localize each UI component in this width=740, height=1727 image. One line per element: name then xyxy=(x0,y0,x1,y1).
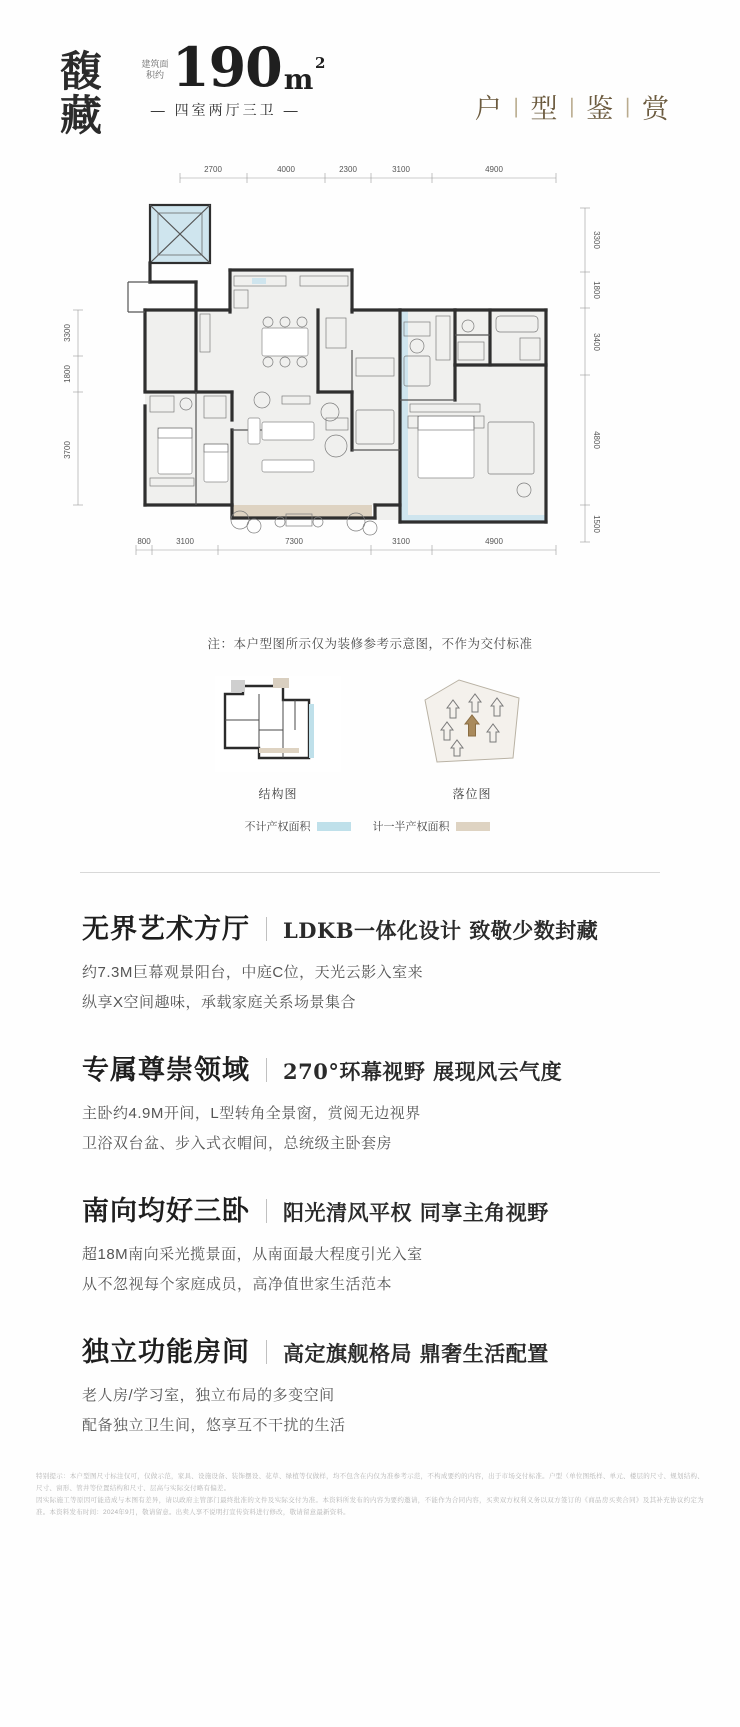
brand-char-1: 馥 xyxy=(60,47,105,96)
location-plan-caption: 落位图 xyxy=(452,787,492,802)
svg-text:3400: 3400 xyxy=(592,333,601,352)
dimension-left xyxy=(63,310,83,505)
header-title-char-3: 赏 xyxy=(642,93,670,125)
header-title-char-2: 鉴 xyxy=(586,93,615,125)
svg-text:4900: 4900 xyxy=(485,537,503,547)
svg-text:1500: 1500 xyxy=(592,515,601,534)
svg-text:3700: 3700 xyxy=(63,441,72,460)
feature-1-title: 专属尊崇领域 xyxy=(82,1055,250,1087)
svg-text:2300: 2300 xyxy=(339,165,357,175)
feature-2-subtitle: 阳光清风平权 同享主角视野 xyxy=(283,1200,549,1226)
legend-item-1 xyxy=(373,818,496,834)
legend-item-0 xyxy=(245,818,357,834)
dimension-top xyxy=(180,165,556,183)
feature-0-title: 无界艺术方厅 xyxy=(82,914,250,946)
svg-text:2700: 2700 xyxy=(204,165,222,175)
header-title-sep-1: | xyxy=(568,94,577,119)
feature-0-separator xyxy=(266,917,267,941)
area-note: 建筑面积约 xyxy=(141,59,169,80)
feature-1-line-1: 卫浴双台盆、步入式衣帽间，总统级主卧套房 xyxy=(82,1135,393,1153)
feature-2-line-0: 超18M南向采光揽景面，从南面最大程度引光入室 xyxy=(82,1246,423,1264)
svg-text:1800: 1800 xyxy=(592,281,601,300)
header-title-sep-0: | xyxy=(512,94,521,119)
mini-plans xyxy=(0,674,740,802)
feature-3-title: 独立功能房间 xyxy=(82,1337,250,1369)
dimension-right xyxy=(580,208,601,542)
legend-swatch-0 xyxy=(317,822,351,831)
area-unit: m 2 xyxy=(283,54,326,96)
floorplan-note: 注：本户型图所示仅为装修参考示意图，不作为交付标准 xyxy=(207,637,533,652)
feature-1-subtitle: 270°环幕视野 展现风云气度 xyxy=(283,1059,563,1085)
svg-text:3300: 3300 xyxy=(63,324,72,343)
structure-plan xyxy=(213,674,343,802)
svg-text:4800: 4800 xyxy=(592,431,601,450)
area-number: 190 xyxy=(172,35,282,99)
header-title-char-0: 户 xyxy=(474,93,503,125)
feature-3-subtitle: 高定旗舰格局 鼎奢生活配置 xyxy=(283,1341,549,1367)
area-block xyxy=(138,35,326,120)
feature-0-line-0: 约7.3M巨幕观景阳台，中庭C位，天光云影入室来 xyxy=(82,964,424,982)
legend-label-0: 不计产权面积 xyxy=(244,821,311,834)
svg-text:3100: 3100 xyxy=(392,165,410,175)
legend-swatch-1 xyxy=(456,822,490,831)
feature-3-separator xyxy=(266,1340,267,1364)
location-plan xyxy=(417,674,527,802)
layout-text: — 四室两厅三卫 — xyxy=(150,102,301,118)
feature-2-title: 南向均好三卧 xyxy=(82,1196,250,1228)
legend-label-1: 计一半产权面积 xyxy=(372,821,450,834)
svg-text:800: 800 xyxy=(137,537,151,547)
feature-2-separator xyxy=(266,1199,267,1223)
structure-plan-caption: 结构图 xyxy=(258,787,298,802)
feature-3-line-0: 老人房/学习室，独立布局的多变空间 xyxy=(82,1387,335,1405)
features-section xyxy=(0,873,740,1441)
feature-1-separator xyxy=(266,1058,267,1082)
svg-text:3100: 3100 xyxy=(176,537,194,547)
feature-0-subtitle: LDKB一体化设计 致敬少数封藏 xyxy=(283,918,599,944)
feature-0-line-1: 纵享X空间趣味，承载家庭关系场景集合 xyxy=(82,994,357,1012)
svg-text:4000: 4000 xyxy=(277,165,295,175)
floorplan-figure xyxy=(0,160,740,630)
dimension-bottom xyxy=(136,537,556,555)
feature-1-line-0: 主卧约4.9M开间，L型转角全景窗，赏阅无边视界 xyxy=(82,1105,421,1123)
disclaimer xyxy=(36,1471,704,1519)
svg-text:3300: 3300 xyxy=(592,231,601,250)
svg-text:7300: 7300 xyxy=(285,537,303,547)
header xyxy=(0,0,740,148)
header-title-char-1: 型 xyxy=(530,93,559,125)
disclaimer-line-2: 因实际施工等原因可能造成与本图有差异，请以政府主管部门最终批准的文件及实际交付为准。本资料所发布的内容为要约邀请，不能作为合同内容，买卖双方权利义务以双方签订的《商品房买卖合同》及其补充协议约定为准。本资料发布时间：2024年9月，敬请留意。出卖人享不说明打宣传资料进行修改，敬请留意最新资料。 xyxy=(36,1497,704,1517)
feature-1 xyxy=(82,1048,658,1159)
feature-2 xyxy=(82,1189,658,1300)
header-right-title xyxy=(465,53,680,126)
legend xyxy=(0,818,740,834)
feature-2-line-1: 从不忽视每个家庭成员，高净值世家生活范本 xyxy=(82,1276,393,1294)
disclaimer-line-1: 特别提示：本户型图尺寸标注仅可，仅做示范，家具、设施设备、装饰摆设、花草、绿植等仅做样，均不包含在内仅为准参考示范，不构成要约的内容，出于市场交付标准。户型（单位图纸样、单元、楼层的尺寸、规划结构、尺寸、窗形、管井等位置结构和尺寸、层高与实际交付略有偏差。 xyxy=(36,1473,704,1493)
svg-text:3100: 3100 xyxy=(392,537,410,547)
feature-3 xyxy=(82,1330,658,1441)
area-unit-superscript: 2 xyxy=(314,54,326,72)
header-title-sep-2: | xyxy=(624,94,632,119)
feature-0 xyxy=(82,907,658,1018)
brand-name xyxy=(60,47,116,141)
svg-text:1800: 1800 xyxy=(63,365,72,384)
svg-text:4900: 4900 xyxy=(485,165,503,175)
brand-char-2: 藏 xyxy=(60,91,105,141)
feature-3-line-1: 配备独立卫生间，悠享互不干扰的生活 xyxy=(82,1417,346,1435)
